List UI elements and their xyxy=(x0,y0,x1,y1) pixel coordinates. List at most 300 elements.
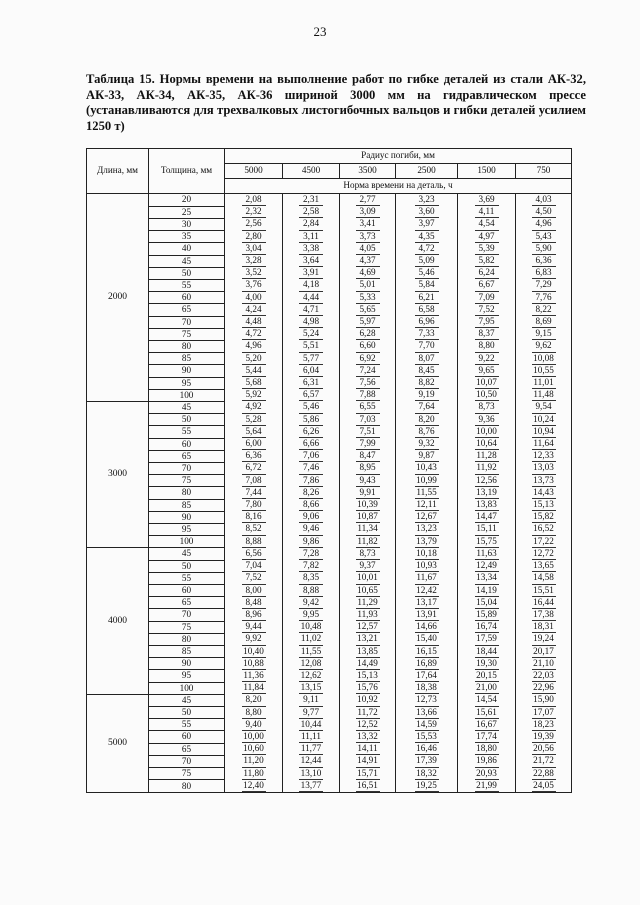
thickness-cell: 60 xyxy=(149,292,225,304)
table-row xyxy=(87,487,572,499)
time-norm-value: 4,48 xyxy=(242,316,266,328)
value-cell xyxy=(340,707,396,719)
value-cell xyxy=(458,206,516,218)
value-cell xyxy=(516,218,572,230)
table-row xyxy=(87,450,572,462)
time-norm-value: 6,28 xyxy=(356,328,380,340)
time-norm-value: 5,90 xyxy=(532,243,556,255)
time-norm-value: 12,72 xyxy=(532,548,556,560)
thickness-cell: 70 xyxy=(149,609,225,621)
value-cell xyxy=(458,755,516,767)
value-cell xyxy=(458,340,516,352)
value-cell xyxy=(458,731,516,743)
value-cell xyxy=(225,682,283,694)
time-norm-value: 3,64 xyxy=(299,255,323,267)
value-cell xyxy=(516,499,572,511)
table-row xyxy=(87,231,572,243)
time-norm-value: 12,57 xyxy=(356,621,380,633)
time-norm-value: 4,98 xyxy=(299,316,323,328)
time-norm-value: 2,58 xyxy=(299,206,323,218)
time-norm-value: 7,82 xyxy=(299,560,323,572)
time-norm-value: 9,77 xyxy=(299,707,323,719)
table-row xyxy=(87,243,572,255)
table-row xyxy=(87,560,572,572)
thickness-cell: 45 xyxy=(149,401,225,413)
value-cell xyxy=(516,597,572,609)
time-norm-value: 10,24 xyxy=(532,414,556,426)
time-norm-value: 15,76 xyxy=(356,682,380,694)
time-norm-value: 7,88 xyxy=(356,389,380,401)
time-norm-value: 6,83 xyxy=(532,267,556,279)
time-norm-value: 4,69 xyxy=(356,267,380,279)
time-norm-value: 16,67 xyxy=(475,719,499,731)
time-norm-value: 12,49 xyxy=(475,560,499,572)
time-norm-value: 2,77 xyxy=(356,194,380,206)
table-row xyxy=(87,438,572,450)
time-norm-value: 3,69 xyxy=(475,194,499,206)
time-norm-value: 10,50 xyxy=(475,389,499,401)
time-norm-value: 13,85 xyxy=(356,646,380,658)
time-norm-value: 14,43 xyxy=(532,487,556,499)
value-cell xyxy=(396,523,458,535)
thickness-cell: 20 xyxy=(149,194,225,207)
value-cell xyxy=(516,768,572,780)
value-cell xyxy=(458,279,516,291)
time-norm-value: 11,72 xyxy=(356,707,380,719)
value-cell xyxy=(458,365,516,377)
value-cell xyxy=(396,768,458,780)
value-cell xyxy=(458,267,516,279)
value-cell xyxy=(225,743,283,755)
time-norm-value: 13,77 xyxy=(299,780,323,792)
value-cell xyxy=(225,414,283,426)
table-row xyxy=(87,646,572,658)
time-norm-value: 10,43 xyxy=(415,462,439,474)
time-norm-value: 18,23 xyxy=(532,719,556,731)
time-norm-value: 20,15 xyxy=(475,670,499,682)
table-row xyxy=(87,353,572,365)
value-cell xyxy=(225,218,283,230)
value-cell xyxy=(516,548,572,560)
thickness-cell: 90 xyxy=(149,658,225,670)
value-cell xyxy=(225,658,283,670)
value-cell xyxy=(225,377,283,389)
time-norm-value: 11,48 xyxy=(532,389,556,401)
value-cell xyxy=(225,316,283,328)
time-norm-value: 7,56 xyxy=(356,377,380,389)
time-norm-value: 5,09 xyxy=(415,255,439,267)
thickness-cell: 95 xyxy=(149,377,225,389)
time-norm-value: 14,49 xyxy=(356,658,380,670)
value-cell xyxy=(225,609,283,621)
time-norm-value: 8,00 xyxy=(242,585,266,597)
value-cell xyxy=(396,487,458,499)
time-norm-value: 4,03 xyxy=(532,194,556,206)
table-row xyxy=(87,585,572,597)
time-norm-value: 11,36 xyxy=(242,670,266,682)
thickness-cell: 90 xyxy=(149,511,225,523)
thickness-cell: 50 xyxy=(149,560,225,572)
time-norm-value: 8,20 xyxy=(415,414,439,426)
time-norm-value: 12,44 xyxy=(299,755,323,767)
value-cell xyxy=(225,731,283,743)
table-row xyxy=(87,499,572,511)
thickness-cell: 95 xyxy=(149,670,225,682)
value-cell xyxy=(225,487,283,499)
time-norm-value: 9,43 xyxy=(356,475,380,487)
thickness-cell: 70 xyxy=(149,316,225,328)
value-cell xyxy=(516,194,572,207)
value-cell xyxy=(396,389,458,401)
time-norm-value: 8,82 xyxy=(415,377,439,389)
value-cell xyxy=(516,633,572,645)
value-cell xyxy=(225,279,283,291)
value-cell xyxy=(340,731,396,743)
value-cell xyxy=(225,194,283,207)
value-cell xyxy=(516,743,572,755)
value-cell xyxy=(396,658,458,670)
time-norm-value: 14,54 xyxy=(475,694,499,706)
time-norm-value: 10,92 xyxy=(356,694,380,706)
value-cell xyxy=(340,755,396,767)
value-cell xyxy=(458,414,516,426)
thickness-cell: 80 xyxy=(149,633,225,645)
time-norm-value: 6,92 xyxy=(356,353,380,365)
time-norm-value: 7,06 xyxy=(299,450,323,462)
time-norm-value: 7,29 xyxy=(532,279,556,291)
thickness-cell: 35 xyxy=(149,231,225,243)
value-cell xyxy=(396,206,458,218)
time-norm-value: 15,71 xyxy=(356,768,380,780)
value-cell xyxy=(458,560,516,572)
time-norm-value: 15,90 xyxy=(532,694,556,706)
length-cell: 4000 xyxy=(87,548,149,694)
time-norm-value: 11,34 xyxy=(356,523,380,535)
time-norm-value: 8,73 xyxy=(475,401,499,413)
time-norm-value: 4,50 xyxy=(532,206,556,218)
time-norm-value: 3,04 xyxy=(242,243,266,255)
value-cell xyxy=(516,682,572,694)
value-cell xyxy=(458,780,516,793)
value-cell xyxy=(225,255,283,267)
radius-header-cell: 2500 xyxy=(396,164,458,179)
value-cell xyxy=(458,536,516,548)
time-norm-value: 20,93 xyxy=(475,768,499,780)
value-cell xyxy=(225,328,283,340)
value-cell xyxy=(283,316,340,328)
value-cell xyxy=(340,231,396,243)
value-cell xyxy=(516,438,572,450)
value-cell xyxy=(225,621,283,633)
time-norm-value: 3,11 xyxy=(299,231,323,243)
value-cell xyxy=(396,499,458,511)
time-norm-value: 13,21 xyxy=(356,633,380,645)
value-cell xyxy=(396,731,458,743)
time-norm-value: 18,80 xyxy=(475,743,499,755)
value-cell xyxy=(458,401,516,413)
value-cell xyxy=(396,633,458,645)
value-cell xyxy=(458,633,516,645)
table-row xyxy=(87,475,572,487)
table-row xyxy=(87,218,572,230)
value-cell xyxy=(340,389,396,401)
value-cell xyxy=(340,572,396,584)
time-norm-value: 11,55 xyxy=(299,646,323,658)
time-norm-value: 6,67 xyxy=(475,279,499,291)
value-cell xyxy=(458,462,516,474)
value-cell xyxy=(283,279,340,291)
time-norm-value: 19,24 xyxy=(532,633,556,645)
table-row xyxy=(87,768,572,780)
time-norm-value: 16,15 xyxy=(415,646,439,658)
value-cell xyxy=(283,292,340,304)
table-row xyxy=(87,304,572,316)
value-cell xyxy=(225,438,283,450)
thickness-cell: 60 xyxy=(149,585,225,597)
time-norm-value: 8,52 xyxy=(242,523,266,535)
time-norm-value: 10,08 xyxy=(532,353,556,365)
time-norm-value: 15,53 xyxy=(415,731,439,743)
time-norm-value: 9,46 xyxy=(299,523,323,535)
value-cell xyxy=(340,365,396,377)
value-cell xyxy=(516,487,572,499)
thickness-cell: 45 xyxy=(149,255,225,267)
value-cell xyxy=(396,328,458,340)
time-norm-value: 5,84 xyxy=(415,279,439,291)
time-norm-value: 9,06 xyxy=(299,511,323,523)
value-cell xyxy=(225,523,283,535)
time-norm-value: 10,18 xyxy=(415,548,439,560)
time-norm-value: 3,28 xyxy=(242,255,266,267)
table-row xyxy=(87,328,572,340)
value-cell xyxy=(340,304,396,316)
time-norm-value: 7,44 xyxy=(242,487,266,499)
time-norm-value: 17,74 xyxy=(475,731,499,743)
value-cell xyxy=(396,670,458,682)
value-cell xyxy=(458,389,516,401)
value-cell xyxy=(458,218,516,230)
time-norm-value: 22,88 xyxy=(532,768,556,780)
time-norm-value: 11,20 xyxy=(242,755,266,767)
header-thickness: Толщина, мм xyxy=(149,149,225,194)
table-row xyxy=(87,694,572,706)
value-cell xyxy=(283,646,340,658)
value-cell xyxy=(283,768,340,780)
table-row xyxy=(87,462,572,474)
time-norm-value: 4,92 xyxy=(242,401,266,413)
table-row xyxy=(87,426,572,438)
time-norm-value: 13,17 xyxy=(415,597,439,609)
value-cell xyxy=(458,694,516,706)
value-cell xyxy=(458,768,516,780)
value-cell xyxy=(396,536,458,548)
value-cell xyxy=(396,780,458,793)
value-cell xyxy=(225,450,283,462)
radius-header-cell: 3500 xyxy=(340,164,396,179)
value-cell xyxy=(396,353,458,365)
value-cell xyxy=(516,328,572,340)
value-cell xyxy=(225,475,283,487)
time-norm-value: 2,84 xyxy=(299,218,323,230)
value-cell xyxy=(340,475,396,487)
time-norm-value: 17,22 xyxy=(532,536,556,548)
time-norm-value: 8,45 xyxy=(415,365,439,377)
table-row xyxy=(87,719,572,731)
time-norm-value: 9,95 xyxy=(299,609,323,621)
time-norm-value: 13,91 xyxy=(415,609,439,621)
time-norm-value: 21,99 xyxy=(475,780,499,792)
time-norm-value: 10,07 xyxy=(475,377,499,389)
time-norm-value: 7,52 xyxy=(242,572,266,584)
value-cell xyxy=(516,670,572,682)
value-cell xyxy=(396,450,458,462)
time-norm-value: 9,36 xyxy=(475,414,499,426)
time-norm-value: 10,88 xyxy=(242,658,266,670)
time-norm-value: 15,82 xyxy=(532,511,556,523)
time-norm-value: 18,38 xyxy=(415,682,439,694)
time-norm-value: 9,32 xyxy=(415,438,439,450)
value-cell xyxy=(458,194,516,207)
thickness-cell: 70 xyxy=(149,462,225,474)
value-cell xyxy=(396,475,458,487)
value-cell xyxy=(340,694,396,706)
time-norm-value: 6,60 xyxy=(356,340,380,352)
time-norm-value: 9,42 xyxy=(299,597,323,609)
value-cell xyxy=(283,365,340,377)
value-cell xyxy=(340,450,396,462)
value-cell xyxy=(458,426,516,438)
value-cell xyxy=(516,206,572,218)
thickness-cell: 55 xyxy=(149,719,225,731)
time-norm-value: 11,67 xyxy=(415,572,439,584)
time-norm-value: 16,46 xyxy=(415,743,439,755)
thickness-cell: 80 xyxy=(149,487,225,499)
length-cell: 3000 xyxy=(87,401,149,547)
value-cell xyxy=(283,243,340,255)
thickness-cell: 85 xyxy=(149,353,225,365)
time-norm-value: 15,89 xyxy=(475,609,499,621)
value-cell xyxy=(396,707,458,719)
value-cell xyxy=(516,450,572,462)
value-cell xyxy=(340,401,396,413)
table-row xyxy=(87,670,572,682)
time-norm-value: 13,23 xyxy=(415,523,439,535)
time-norm-value: 4,35 xyxy=(415,231,439,243)
value-cell xyxy=(225,462,283,474)
thickness-cell: 65 xyxy=(149,450,225,462)
header-radius: Радиус погиби, мм xyxy=(225,149,572,164)
value-cell xyxy=(225,267,283,279)
value-cell xyxy=(396,267,458,279)
value-cell xyxy=(396,438,458,450)
value-cell xyxy=(458,316,516,328)
value-cell xyxy=(283,267,340,279)
value-cell xyxy=(458,707,516,719)
time-norms-table xyxy=(86,148,572,793)
value-cell xyxy=(225,401,283,413)
time-norm-value: 7,08 xyxy=(242,475,266,487)
time-norm-value: 9,62 xyxy=(532,340,556,352)
time-norm-value: 11,80 xyxy=(242,768,266,780)
value-cell xyxy=(225,755,283,767)
time-norm-value: 8,35 xyxy=(299,572,323,584)
table-row xyxy=(87,316,572,328)
time-norm-value: 12,11 xyxy=(415,499,439,511)
value-cell xyxy=(516,707,572,719)
thickness-cell: 100 xyxy=(149,389,225,401)
value-cell xyxy=(283,328,340,340)
value-cell xyxy=(340,719,396,731)
value-cell xyxy=(396,694,458,706)
value-cell xyxy=(283,536,340,548)
time-norm-value: 5,28 xyxy=(242,414,266,426)
value-cell xyxy=(396,231,458,243)
value-cell xyxy=(340,536,396,548)
time-norm-value: 13,15 xyxy=(299,682,323,694)
value-cell xyxy=(458,304,516,316)
time-norm-value: 7,70 xyxy=(415,340,439,352)
time-norm-value: 15,13 xyxy=(356,670,380,682)
value-cell xyxy=(283,780,340,793)
time-norm-value: 8,88 xyxy=(299,585,323,597)
thickness-cell: 100 xyxy=(149,682,225,694)
time-norm-value: 5,33 xyxy=(356,292,380,304)
time-norm-value: 11,92 xyxy=(475,462,499,474)
time-norm-value: 7,76 xyxy=(532,292,556,304)
time-norm-value: 8,37 xyxy=(475,328,499,340)
time-norm-value: 5,82 xyxy=(475,255,499,267)
header-length: Длина, мм xyxy=(87,149,149,194)
time-norm-value: 10,44 xyxy=(299,719,323,731)
value-cell xyxy=(516,340,572,352)
value-cell xyxy=(283,194,340,207)
value-cell xyxy=(516,585,572,597)
value-cell xyxy=(516,304,572,316)
value-cell xyxy=(340,340,396,352)
value-cell xyxy=(458,243,516,255)
value-cell xyxy=(458,719,516,731)
time-norm-value: 6,56 xyxy=(242,548,266,560)
time-norm-value: 7,80 xyxy=(242,499,266,511)
time-norm-value: 11,82 xyxy=(356,536,380,548)
value-cell xyxy=(458,292,516,304)
thickness-cell: 75 xyxy=(149,475,225,487)
value-cell xyxy=(458,499,516,511)
time-norm-value: 6,57 xyxy=(299,389,323,401)
value-cell xyxy=(225,719,283,731)
time-norm-value: 13,10 xyxy=(299,768,323,780)
value-cell xyxy=(396,560,458,572)
value-cell xyxy=(516,243,572,255)
time-norm-value: 8,96 xyxy=(242,609,266,621)
value-cell xyxy=(340,218,396,230)
time-norm-value: 5,01 xyxy=(356,279,380,291)
value-cell xyxy=(340,646,396,658)
value-cell xyxy=(516,231,572,243)
time-norm-value: 18,44 xyxy=(475,646,499,658)
time-norm-value: 4,37 xyxy=(356,255,380,267)
time-norm-value: 12,52 xyxy=(356,719,380,731)
time-norm-value: 7,33 xyxy=(415,328,439,340)
value-cell xyxy=(458,438,516,450)
value-cell xyxy=(340,670,396,682)
time-norm-value: 10,01 xyxy=(356,572,380,584)
time-norm-value: 17,07 xyxy=(532,707,556,719)
thickness-cell: 55 xyxy=(149,426,225,438)
value-cell xyxy=(283,499,340,511)
value-cell xyxy=(283,255,340,267)
table-row xyxy=(87,633,572,645)
